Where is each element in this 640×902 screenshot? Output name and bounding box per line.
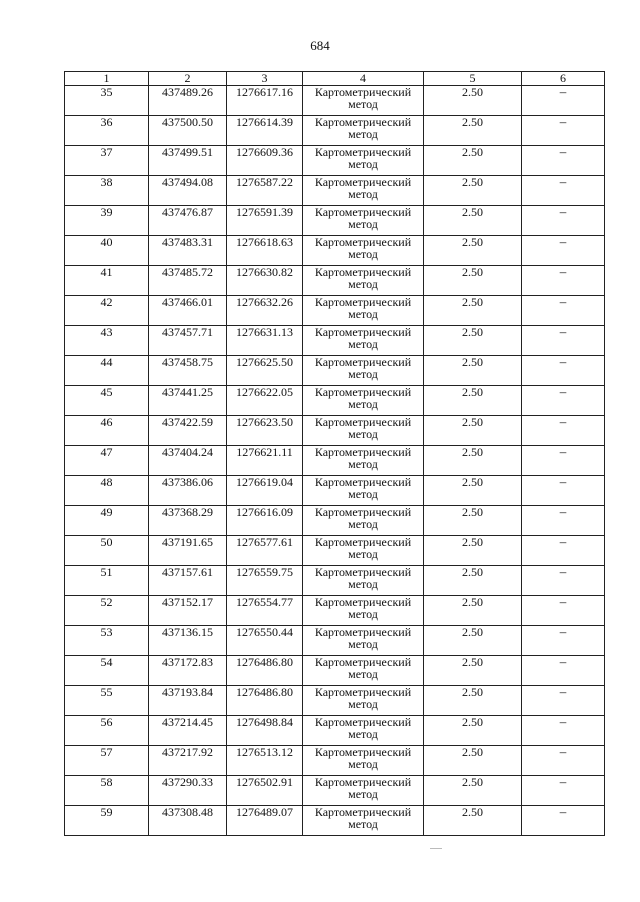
cell-accuracy: 2.50	[424, 416, 522, 446]
cell-method: Картометрический метод	[303, 716, 424, 746]
table-body	[65, 86, 605, 836]
cell-coord-y: 1276489.07	[227, 806, 303, 836]
cell-description: –	[522, 476, 605, 506]
cell-method: Картометрический метод	[303, 296, 424, 326]
cell-point-number: 43	[65, 326, 149, 356]
cell-accuracy: 2.50	[424, 686, 522, 716]
cell-point-number: 38	[65, 176, 149, 206]
table-row	[65, 686, 605, 716]
cell-description: –	[522, 236, 605, 266]
cell-coord-y: 1276619.04	[227, 476, 303, 506]
cell-description: –	[522, 626, 605, 656]
cell-accuracy: 2.50	[424, 716, 522, 746]
cell-coord-x: 437157.61	[149, 566, 227, 596]
table-row	[65, 86, 605, 116]
cell-coord-x: 437152.17	[149, 596, 227, 626]
table-row	[65, 716, 605, 746]
table-row	[65, 596, 605, 626]
cell-method: Картометрический метод	[303, 596, 424, 626]
cell-coord-y: 1276617.16	[227, 86, 303, 116]
table-row	[65, 746, 605, 776]
table-row	[65, 356, 605, 386]
cell-accuracy: 2.50	[424, 566, 522, 596]
cell-accuracy: 2.50	[424, 446, 522, 476]
table-row	[65, 416, 605, 446]
table-row	[65, 146, 605, 176]
header-col-4: 4	[303, 72, 424, 86]
table-row	[65, 236, 605, 266]
cell-coord-x: 437386.06	[149, 476, 227, 506]
cell-coord-x: 437308.48	[149, 806, 227, 836]
cell-coord-x: 437494.08	[149, 176, 227, 206]
cell-description: –	[522, 746, 605, 776]
cell-description: –	[522, 296, 605, 326]
cell-method: Картометрический метод	[303, 506, 424, 536]
cell-point-number: 41	[65, 266, 149, 296]
cell-coord-y: 1276616.09	[227, 506, 303, 536]
cell-coord-y: 1276498.84	[227, 716, 303, 746]
cell-accuracy: 2.50	[424, 356, 522, 386]
table-row	[65, 386, 605, 416]
cell-description: –	[522, 386, 605, 416]
cell-coord-x: 437214.45	[149, 716, 227, 746]
cell-description: –	[522, 806, 605, 836]
cell-description: –	[522, 686, 605, 716]
cell-coord-y: 1276630.82	[227, 266, 303, 296]
table-row	[65, 296, 605, 326]
cell-coord-y: 1276513.12	[227, 746, 303, 776]
cell-method: Картометрический метод	[303, 806, 424, 836]
cell-coord-x: 437422.59	[149, 416, 227, 446]
cell-point-number: 58	[65, 776, 149, 806]
cell-coord-y: 1276632.26	[227, 296, 303, 326]
cell-description: –	[522, 146, 605, 176]
cell-coord-y: 1276577.61	[227, 536, 303, 566]
cell-method: Картометрический метод	[303, 356, 424, 386]
cell-point-number: 35	[65, 86, 149, 116]
cell-description: –	[522, 776, 605, 806]
cell-accuracy: 2.50	[424, 506, 522, 536]
cell-coord-x: 437483.31	[149, 236, 227, 266]
cell-method: Картометрический метод	[303, 176, 424, 206]
cell-point-number: 50	[65, 536, 149, 566]
cell-coord-x: 437290.33	[149, 776, 227, 806]
cell-method: Картометрический метод	[303, 266, 424, 296]
cell-coord-y: 1276486.80	[227, 656, 303, 686]
cell-coord-x: 437191.65	[149, 536, 227, 566]
cell-description: –	[522, 656, 605, 686]
cell-point-number: 44	[65, 356, 149, 386]
cell-coord-x: 437441.25	[149, 386, 227, 416]
cell-accuracy: 2.50	[424, 176, 522, 206]
cell-description: –	[522, 206, 605, 236]
table-row	[65, 776, 605, 806]
cell-method: Картометрический метод	[303, 446, 424, 476]
cell-coord-y: 1276559.75	[227, 566, 303, 596]
cell-accuracy: 2.50	[424, 806, 522, 836]
cell-method: Картометрический метод	[303, 116, 424, 146]
cell-method: Картометрический метод	[303, 776, 424, 806]
cell-coord-x: 437193.84	[149, 686, 227, 716]
cell-accuracy: 2.50	[424, 656, 522, 686]
cell-coord-y: 1276614.39	[227, 116, 303, 146]
cell-description: –	[522, 86, 605, 116]
cell-coord-x: 437485.72	[149, 266, 227, 296]
cell-coord-y: 1276502.91	[227, 776, 303, 806]
cell-coord-y: 1276631.13	[227, 326, 303, 356]
cell-coord-x: 437500.50	[149, 116, 227, 146]
cell-method: Картометрический метод	[303, 86, 424, 116]
table-row	[65, 326, 605, 356]
cell-description: –	[522, 446, 605, 476]
cell-description: –	[522, 416, 605, 446]
cell-method: Картометрический метод	[303, 656, 424, 686]
table-row	[65, 566, 605, 596]
cell-accuracy: 2.50	[424, 206, 522, 236]
cell-point-number: 49	[65, 506, 149, 536]
cell-point-number: 51	[65, 566, 149, 596]
cell-coord-y: 1276622.05	[227, 386, 303, 416]
cell-method: Картометрический метод	[303, 146, 424, 176]
cell-point-number: 37	[65, 146, 149, 176]
cell-point-number: 54	[65, 656, 149, 686]
cell-accuracy: 2.50	[424, 236, 522, 266]
cell-description: –	[522, 176, 605, 206]
cell-accuracy: 2.50	[424, 386, 522, 416]
cell-description: –	[522, 266, 605, 296]
cell-point-number: 52	[65, 596, 149, 626]
cell-description: –	[522, 116, 605, 146]
cell-coord-x: 437466.01	[149, 296, 227, 326]
cell-point-number: 47	[65, 446, 149, 476]
table-row	[65, 446, 605, 476]
cell-coord-y: 1276609.36	[227, 146, 303, 176]
cell-point-number: 45	[65, 386, 149, 416]
cell-accuracy: 2.50	[424, 326, 522, 356]
cell-coord-y: 1276625.50	[227, 356, 303, 386]
table-row	[65, 506, 605, 536]
cell-description: –	[522, 356, 605, 386]
table-row	[65, 626, 605, 656]
cell-accuracy: 2.50	[424, 746, 522, 776]
header-col-2: 2	[149, 72, 227, 86]
cell-coord-y: 1276623.50	[227, 416, 303, 446]
cell-method: Картометрический метод	[303, 236, 424, 266]
cell-description: –	[522, 566, 605, 596]
table-row	[65, 536, 605, 566]
cell-accuracy: 2.50	[424, 596, 522, 626]
table-row	[65, 206, 605, 236]
cell-coord-x: 437476.87	[149, 206, 227, 236]
cell-coord-y: 1276591.39	[227, 206, 303, 236]
coordinates-table	[64, 71, 605, 836]
cell-coord-y: 1276550.44	[227, 626, 303, 656]
cell-accuracy: 2.50	[424, 116, 522, 146]
cell-description: –	[522, 596, 605, 626]
cell-accuracy: 2.50	[424, 626, 522, 656]
cell-point-number: 56	[65, 716, 149, 746]
cell-point-number: 40	[65, 236, 149, 266]
cell-coord-x: 437404.24	[149, 446, 227, 476]
cell-description: –	[522, 326, 605, 356]
cell-point-number: 57	[65, 746, 149, 776]
cell-coord-x: 437368.29	[149, 506, 227, 536]
cell-coord-x: 437457.71	[149, 326, 227, 356]
cell-description: –	[522, 506, 605, 536]
cell-accuracy: 2.50	[424, 86, 522, 116]
cell-accuracy: 2.50	[424, 296, 522, 326]
page-number: 684	[310, 38, 330, 53]
cell-accuracy: 2.50	[424, 266, 522, 296]
cell-coord-y: 1276486.80	[227, 686, 303, 716]
cell-method: Картометрический метод	[303, 386, 424, 416]
cell-point-number: 46	[65, 416, 149, 446]
header-col-1: 1	[65, 72, 149, 86]
cell-coord-y: 1276618.63	[227, 236, 303, 266]
cell-point-number: 55	[65, 686, 149, 716]
cell-coord-x: 437172.83	[149, 656, 227, 686]
cell-method: Картометрический метод	[303, 536, 424, 566]
cell-point-number: 39	[65, 206, 149, 236]
cell-accuracy: 2.50	[424, 776, 522, 806]
cell-description: –	[522, 716, 605, 746]
cell-point-number: 53	[65, 626, 149, 656]
cell-coord-y: 1276621.11	[227, 446, 303, 476]
cell-coord-x: 437136.15	[149, 626, 227, 656]
cell-method: Картометрический метод	[303, 416, 424, 446]
table-row	[65, 476, 605, 506]
table-row	[65, 806, 605, 836]
cell-method: Картометрический метод	[303, 206, 424, 236]
cell-accuracy: 2.50	[424, 536, 522, 566]
cell-coord-y: 1276554.77	[227, 596, 303, 626]
cell-method: Картометрический метод	[303, 476, 424, 506]
cell-point-number: 36	[65, 116, 149, 146]
cell-coord-x: 437217.92	[149, 746, 227, 776]
table-row	[65, 116, 605, 146]
cell-coord-y: 1276587.22	[227, 176, 303, 206]
cell-point-number: 42	[65, 296, 149, 326]
cell-accuracy: 2.50	[424, 146, 522, 176]
cell-coord-x: 437458.75	[149, 356, 227, 386]
cell-point-number: 48	[65, 476, 149, 506]
table-header-row	[65, 72, 605, 86]
cell-method: Картометрический метод	[303, 326, 424, 356]
cell-coord-x: 437499.51	[149, 146, 227, 176]
cell-coord-x: 437489.26	[149, 86, 227, 116]
cell-method: Картометрический метод	[303, 686, 424, 716]
cell-method: Картометрический метод	[303, 626, 424, 656]
cell-accuracy: 2.50	[424, 476, 522, 506]
header-col-5: 5	[424, 72, 522, 86]
cell-method: Картометрический метод	[303, 566, 424, 596]
cell-method: Картометрический метод	[303, 746, 424, 776]
header-col-3: 3	[227, 72, 303, 86]
scan-mark	[430, 848, 442, 849]
cell-point-number: 59	[65, 806, 149, 836]
table-row	[65, 176, 605, 206]
cell-description: –	[522, 536, 605, 566]
table-row	[65, 656, 605, 686]
table-row	[65, 266, 605, 296]
header-col-6: 6	[522, 72, 605, 86]
